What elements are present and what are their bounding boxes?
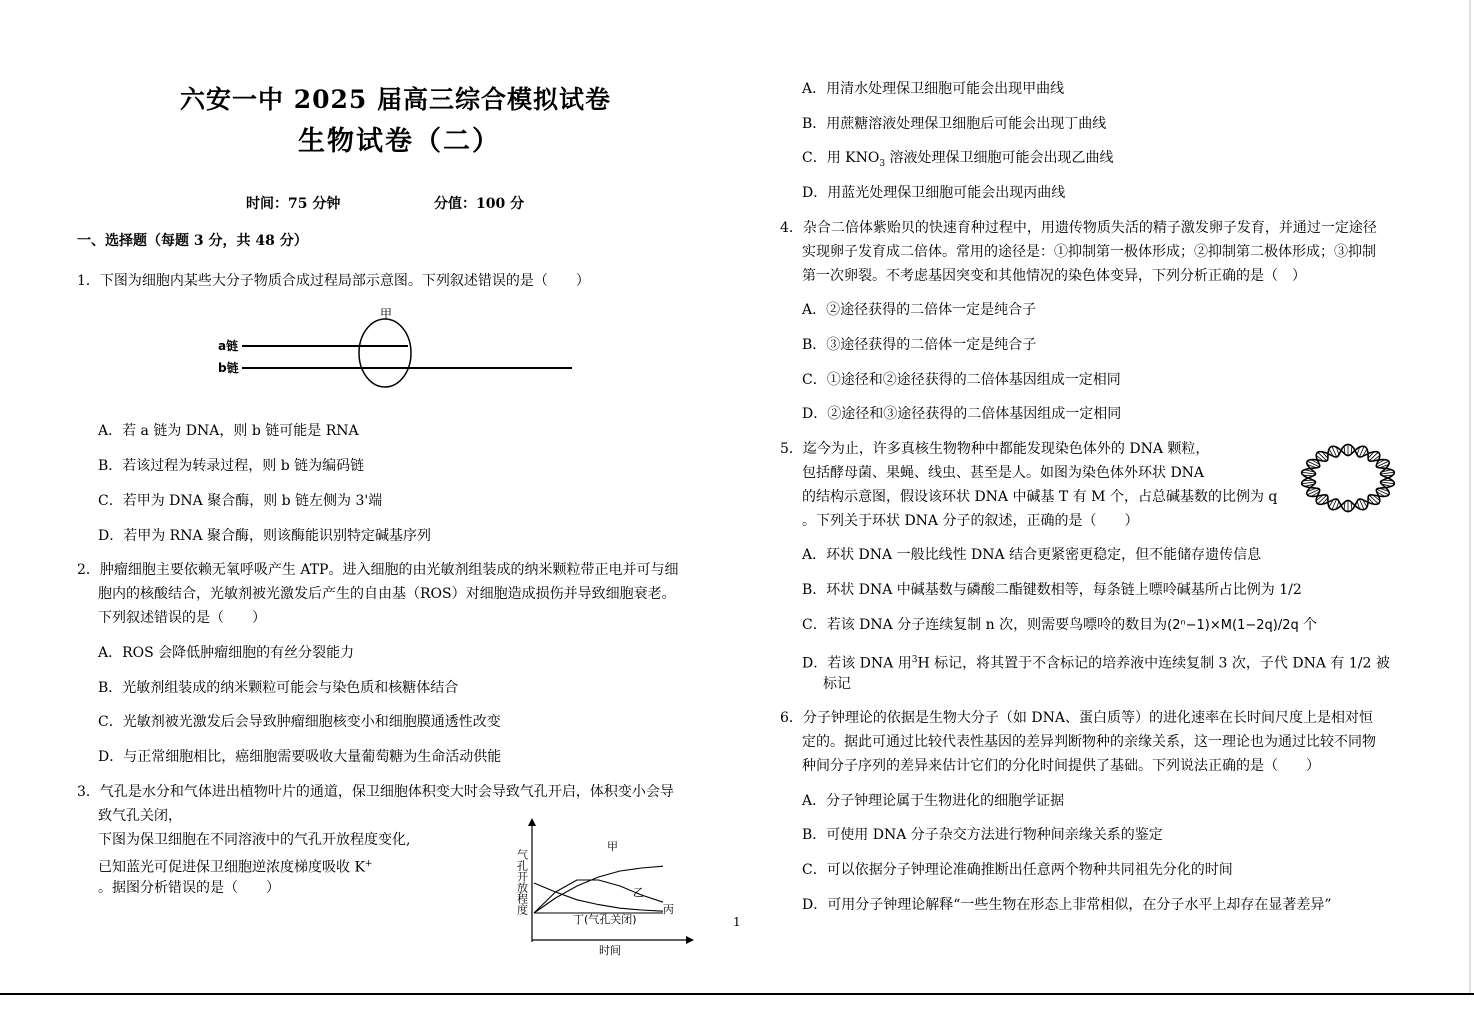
series-label-3: 丁(气孔关闭) [573,913,637,926]
q3-option-a: A．用清水处理保卫细胞可能会出现甲曲线 [802,81,1065,97]
exam-subtitle: 生物试卷（二） [298,126,501,157]
q3-option-d: D．用蓝光处理保卫细胞可能会出现丙曲线 [802,185,1066,201]
q3-stem-line1: 3．气孔是水分和气体进出植物叶片的通道，保卫细胞体积变大时会导致气孔开启，体积变小会导 [77,784,674,800]
circular-dna-figure [1296,438,1400,518]
q6-option-d: D．可用分子钟理论解释“一些生物在形态上非常相似，在分子水平上却存在显著差异” [802,897,1332,913]
q5-option-a: A．环状 DNA 一般比线性 DNA 结合更紧密更稳定，但不能储存遗传信息 [802,547,1262,563]
label-a-chain: a链 [218,339,239,353]
q2-option-d: D．与正常细胞相比，癌细胞需要吸收大量葡萄糖为生命活动供能 [98,749,502,765]
base-pair-rung [1381,472,1395,474]
label-jia: 甲 [380,307,393,321]
q6-option-b: B．可使用 DNA 分子杂交方法进行物种间亲缘关系的鉴定 [802,827,1163,843]
page-bottom-rule [0,993,1474,995]
q4-stem-line3: 第一次卵裂。不考虑基因突变和其他情况的染色体变异，下列分析正确的是（ ） [802,268,1306,284]
q4-option-d: D．②途径和③途径获得的二倍体基因组成一定相同 [802,406,1122,422]
q2-stem-line1: 2．肿瘤细胞主要依赖无氧呼吸产生 ATP。进入细胞的由光敏剂组装成的纳米颗粒带正电并可与细 [77,562,679,578]
section-heading: 一、选择题（每题 3 分，共 48 分） [77,233,308,249]
q2-option-b: B．光敏剂组装成的纳米颗粒可能会与染色质和核糖体结合 [98,680,459,696]
q2-stem-line2: 胞内的核酸结合，光敏剂被光激发后产生的自由基（ROS）对细胞造成损伤并导致细胞衰老。 [98,586,676,602]
q1-option-b: B．若该过程为转录过程，则 b 链为编码链 [98,458,365,474]
q5-option-d [802,651,1390,673]
base-pair-rung [1302,482,1316,484]
q1-option-a: A．若 a 链为 DNA，则 b 链可能是 RNA [98,423,359,439]
q3-option-c [802,149,1114,173]
q5-stem-line3: 的结构示意图，假设该环状 DNA 中碱基 T 有 M 个，占总碱基数的比例为 q [802,489,1278,505]
q1-option-d: D．若甲为 RNA 聚合酶，则该酶能识别特定碱基序列 [98,528,432,544]
q5-option-d-line2: 标记 [823,676,851,692]
tritium-sup: 3 [911,655,918,665]
base-pair-rung [1381,482,1395,484]
q4-option-c: C．①途径和②途径获得的二倍体基因组成一定相同 [802,372,1121,388]
q5-option-d-pre: D．若该 DNA 用 [802,655,912,672]
q5-option-c-post: 个 [1298,617,1318,633]
y-axis-label: 气孔开放程度 [515,849,529,915]
q1-figure [200,300,590,395]
q6-option-a: A．分子钟理论属于生物进化的细胞学证据 [802,793,1065,809]
q5-stem-line2: 包括酵母菌、果蝇、线虫、甚至是人。如图为染色体外环状 DNA [802,465,1205,481]
q3-option-c-post: 溶液处理保卫细胞可能会出现乙曲线 [885,150,1114,166]
q2-stem-line3: 下列叙述错误的是（ ） [98,610,266,626]
q6-stem-line2: 定的。据此可通过比较代表性基因的差异判断物种的亲缘关系，这一理论也为通过比较不同物 [802,734,1376,750]
enzyme-jia-ellipse [359,319,411,387]
series-label-0: 甲 [607,840,618,854]
q3-option-b: B．用蔗糖溶液处理保卫细胞后可能会出现丁曲线 [802,116,1107,132]
series-label-2: 丙 [663,903,674,917]
q5-option-b: B．环状 DNA 中碱基数与磷酸二酯键数相等，每条链上嘌呤碱基所占比例为 1/2 [802,582,1302,598]
q3-option-c-sub: 3 [879,158,886,169]
q4-stem-line1: 4．杂合二倍体紫贻贝的快速育种过程中，用遗传物质失活的精子激发卵子发育，并通过一定途径 [780,220,1377,236]
exam-time: 时间：75 分钟 [246,196,341,212]
page-number: 1 [733,915,741,929]
potassium-sup: + [364,859,373,869]
q3-stem-line3: 下图为保卫细胞在不同溶液中的气孔开放程度变化, [98,832,411,848]
q3-option-c-pre: C．用 KNO [802,150,880,166]
q6-stem-line1: 6．分子钟理论的依据是生物大分子（如 DNA、蛋白质等）的进化速率在长时间尺度上是相对恒 [780,710,1373,726]
q1-option-c: C．若甲为 DNA 聚合酶，则 b 链左侧为 3'端 [98,493,383,509]
q5-option-d-post: H 标记，将其置于不含标记的培养液中连续复制 3 次，子代 DNA 有 1/2 被 [917,655,1390,672]
q4-option-b: B．③途径获得的二倍体一定是纯合子 [802,337,1037,353]
page-right-edge [1469,0,1471,993]
exam-title: 六安一中 2025 届高三综合模拟试卷 [180,85,611,114]
q3-stem-line4-text: 已知蓝光可促进保卫细胞逆浓度梯度吸收 K [98,859,365,876]
q5-option-c-pre: C．若该 DNA 分子连续复制 n 次，则需要鸟嘌呤的数目为 [802,617,1168,633]
q3-stomata-chart [508,815,698,960]
y-axis-arrow [528,818,536,826]
series-label-1: 乙 [633,886,644,900]
q3-stem-line5: 。据图分析错误的是（ ） [98,880,280,896]
q6-stem-line3: 种间分子序列的差异来估计它们的分化时间提供了基础。下列说法正确的是（ ） [802,758,1320,774]
q5-stem-line1: 5．迄今为止，许多真核生物物种中都能发现染色体外的 DNA 颗粒， [780,441,1210,457]
q2-option-a: A．ROS 会降低肿瘤细胞的有丝分裂能力 [98,645,355,661]
q3-stem-line4 [98,855,372,877]
series-group [534,840,674,926]
q1-stem: 1．下图为细胞内某些大分子物质合成过程局部示意图。下列叙述错误的是（ ） [77,273,590,289]
base-pair-rung [1302,472,1316,474]
q6-option-c: C．可以依据分子钟理论准确推断出任意两个物种共同祖先分化的时间 [802,862,1233,878]
label-b-chain: b链 [218,361,239,375]
q2-option-c: C．光敏剂被光激发后会导致肿瘤细胞核变小和细胞膜通透性改变 [98,714,501,730]
q4-stem-line2: 实现卵子发育成二倍体。常用的途径是：①抑制第一极体形成；②抑制第二极体形成；③抑制 [802,244,1376,260]
q5-option-c [802,616,1317,635]
x-axis-arrow [686,936,694,944]
q5-stem-line4: 。下列关于环状 DNA 分子的叙述，正确的是（ ） [802,513,1139,529]
exam-score: 分值：100 分 [434,196,525,212]
q4-option-a: A．②途径获得的二倍体一定是纯合子 [802,302,1037,318]
x-axis-label: 时间 [599,944,621,957]
q5-formula: (2ⁿ−1)×M(1−2q)/2q [1167,618,1299,633]
q3-stem-line2: 致气孔关闭， [98,808,182,824]
